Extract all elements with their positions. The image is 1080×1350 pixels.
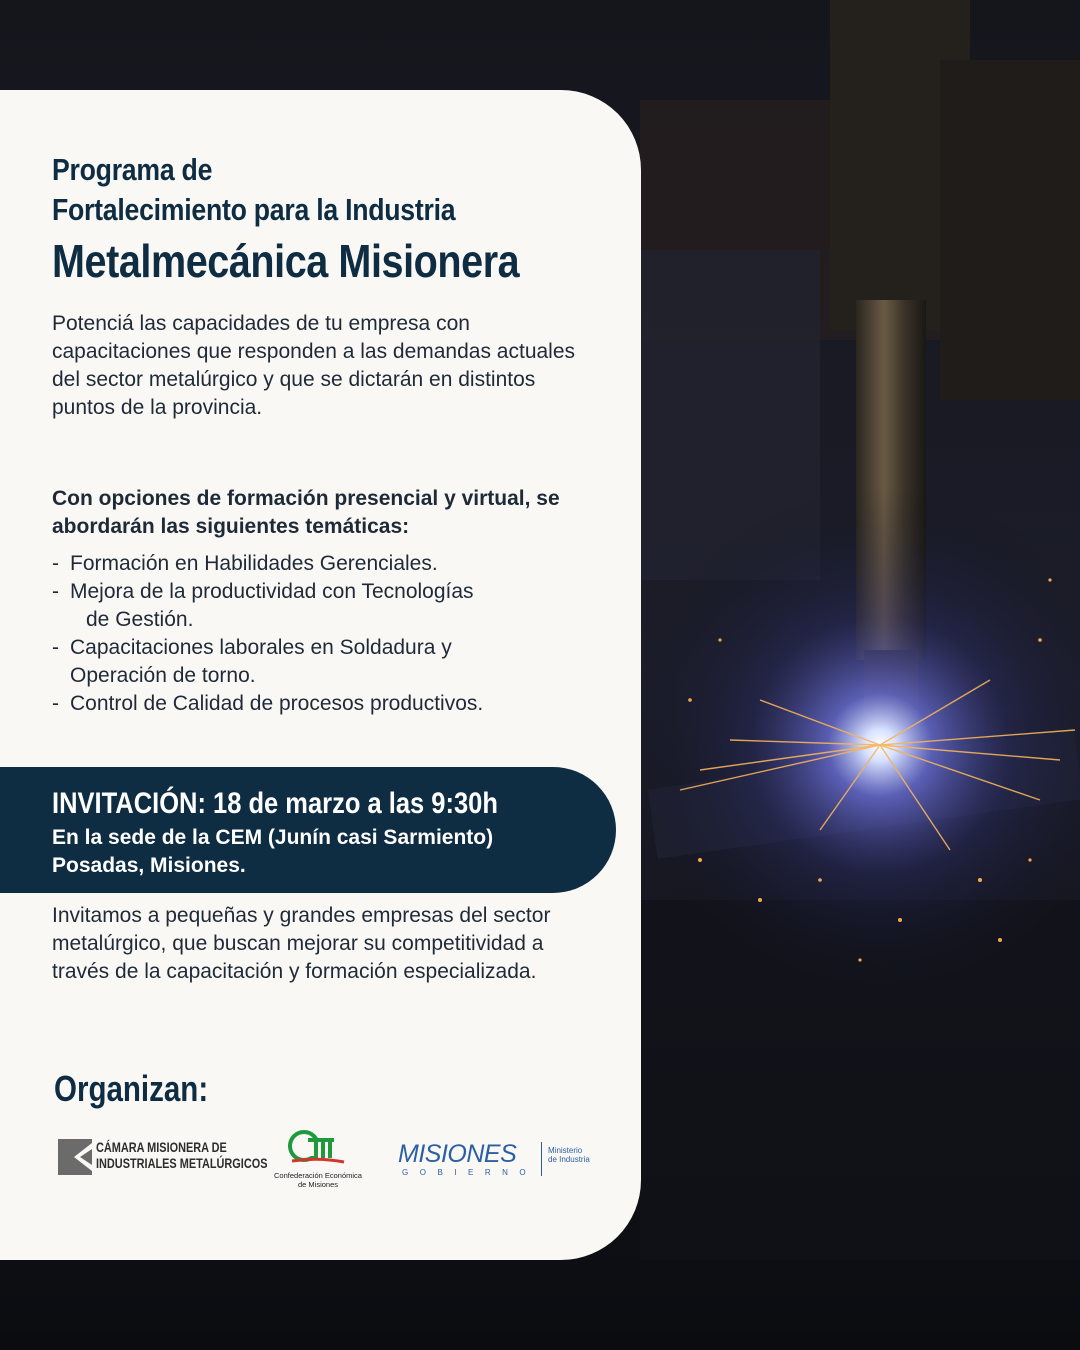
- heading-line-1: Programa de: [52, 152, 213, 187]
- invitation-venue: En la sede de la CEM (Junín casi Sarmiento): [52, 826, 494, 849]
- camara-logo: [58, 1139, 268, 1175]
- ministerio-label: Ministerio de Industria: [548, 1146, 590, 1164]
- program-heading: [52, 150, 595, 290]
- intro-paragraph: Potenciá las capacidades de tu empresa con capacitaciones que responden a las demandas actuales del sector metalúrgico y que se dictarán en distintos puntos de la provincia.: [52, 312, 576, 419]
- topics-intro: Con opciones de formación presencial y virtual, se abordarán las siguientes temáticas:: [52, 487, 560, 538]
- misiones-gobierno-logo: [398, 1136, 608, 1180]
- camara-name: CÁMARA MISIONERA DE INDUSTRIALES METALÚRGICOS: [96, 1139, 268, 1171]
- organizers-title: Organizan:: [54, 1068, 209, 1109]
- gobierno-label: GOBIERNO: [402, 1168, 538, 1177]
- misiones-wordmark: MISIONES: [398, 1140, 517, 1168]
- outro-paragraph: Invitamos a pequeñas y grandes empresas del sector metalúrgico, que buscan mejorar su competitividad a través de la capacitación y formación especializada.: [52, 904, 551, 983]
- invitation-title: INVITACIÓN: 18 de marzo a las 9:30h: [52, 787, 498, 820]
- cem-logo: [268, 1130, 368, 1192]
- topic-item: - Formación en Habilidades Gerenciales.: [52, 552, 438, 575]
- topics-list: [52, 550, 612, 718]
- invitation-city: Posadas, Misiones.: [52, 854, 246, 877]
- info-card: [0, 90, 641, 1260]
- invitation-banner: [0, 767, 616, 893]
- cem-name: Confederación Económica de Misiones: [274, 1171, 362, 1189]
- camara-icon: [58, 1139, 92, 1175]
- topic-item: - Capacitaciones laborales en Soldadura y Operación de torno.: [52, 636, 452, 687]
- cem-icon: [288, 1130, 348, 1166]
- logo-divider: [541, 1142, 542, 1176]
- heading-line-2: Fortalecimiento para la Industria: [52, 192, 456, 227]
- topic-item: - Control de Calidad de procesos productivos.: [52, 692, 484, 715]
- program-title: Metalmecánica Misionera: [52, 235, 520, 287]
- topic-item: - Mejora de la productividad con Tecnologías de Gestión.: [52, 580, 474, 631]
